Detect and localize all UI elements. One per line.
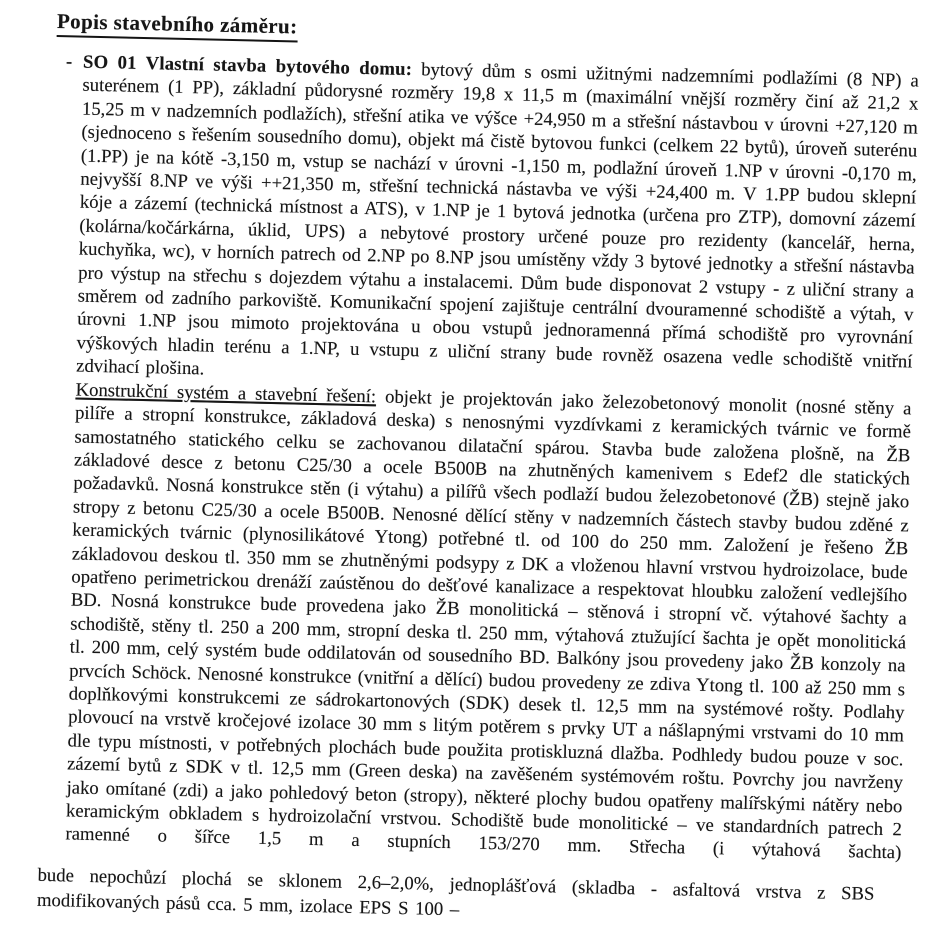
bullet-marker: -: [65, 51, 73, 73]
closing-paragraph: bude nepochůzí plochá se sklonem 2,6–2,0%, jednoplášťová (skladba - asfaltová vrstva z SBS modifikovaných pásů cca. 5 mm, izolace EPS S 100 –: [36, 864, 875, 921]
page-title: Popis stavebního záměru:: [57, 8, 298, 42]
so01-paragraph: [76, 51, 919, 398]
construction-body-text: objekt je projektován jako železobetonový monolit (nosné stěny a pilíře a stropní konstrukce, základová deska) s nenosnými vyzdívkami z keramických tvárnic ve formě samostatného statického celku se zachovanou dilatační spárou. Stavba bude založena plošně, na ŽB základové desce z betonu C25/30 a ocele B500B na zhutněných kamenivem s Edef2 dle statických požadavků. Nosná konstrukce stěn (i výtahu) a pilířů všech podlaží budou železobetonové (ŽB) stejně jako stropy z betonu C25/30 a ocele B500B. Nenosné dělící stěny v nadzemních částech stavby budou zděné z keramických tvárnic (plynosilikátové Ytong) potřebné tl. od 100 do 250 mm. Založení je řešeno ŽB základovou deskou tl. 350 mm se zhutněnými podsypy z DK a vloženou hlavní vrstvou hydroizolace, bude opatřeno perimetrickou drenáží zaústěnou do dešťové kanalizace a respektovat hloubku založení vedlejšího BD. Nosná konstrukce bude provedena jako ŽB monolitická – stěnová i stropní vč. výtahové šachty a schodiště, stěny tl. 250 a 200 mm, stropní deska tl. 250 mm, výtahová ztužující šachta je opět monolitická tl. 200 mm, celý systém bude oddilatován od sousedního BD. Balkóny jsou provedeny jako ŽB konzoly na prvcích Schöck. Nenosné konstrukce (vnitřní a dělící) budou provedeny ze zdiva Ytong tl. 100 až 250 mm s doplňkovými konstrukcemi ze sádrokartonových (SDK) desek tl. 12,5 mm na systémové rošty. Podlahy plovoucí na vrstvě kročejové izolace 30 mm s litým potěrem s prvky UT a nášlapnými vrstvami do 10 mm dle typu místnosti, v potřebných plochách bude použita protiskluzná dlažba. Podhledy budou pouze v soc. zázemí bytů z SDK v tl. 12,5 mm (Green deska) na zavěšeném systémovém roštu. Povrchy jou navrženy jako omítané (zdi) a jako pohledový beton (stropy), některé plochy budou opatřeny malířskými nátěry nebo keramickým obkladem s hydroizolační vrstvou. Schodiště bude monolitické – ve standardních patrech 2 ramenné o šířce 1,5 m a stupních 153/270 mm. Střecha (i výtahová šachta): [65, 386, 912, 864]
so01-body-text: bytový dům s osmi užitnými nadzemními podlažími (8 NP) a suterénem (1 PP), základní půdorysné rozměry 19,8 x 11,5 m (maximální vnější rozměry činí až 21,2 x 15,25 m v nadzemních podlažích), střešní atika ve výšce +24,950 m a střešní nástavbou v úrovni +27,120 m (sjednoceno s řešením sousedního domu), objekt má čistě bytovou funkci (celkem 22 bytů), úroveň suterénu (1.PP) je na kótě -3,150 m, vstup se nachází v úrovni -1,150 m, podlažní úroveň 1.NP v úrovni -0,170 m, nejvyšší 8.NP ve výši ++21,350 m, střešní technická nástavba ve výši +24,400 m. V 1.PP budou sklepní kóje a zázemí (technická místnost a ATS), v 1.NP je 1 bytová jednotka (určena pro ZTP), domovní zázemí (kolárna/kočárkárna, úklid, UPS) a nebytové prostory určené pouze pro rezidenty (kancelář, herna, kuchyňka, wc), v horních patrech od 2.NP po 8.NP jsou umístěny vždy 3 bytové jednotky a střešní nástavba pro výstup na střechu s dojezdem výtahu a instalacemi. Dům bude disponovat 2 vstupy - z uliční strany a směrem od zadního parkoviště. Komunikační spojení zajištuje centrální dvouramenné schodiště a výtah, v úrovni 1.NP jsou mimoto projektována u obou vstupů jednoramenná přímá schodiště pro vyrovnání výškových hladin terénu a 1.NP, u vstupu z uliční strany bude rovněž osazena vedle schodiště vnitřní zdvihací plošina.: [75, 59, 920, 380]
list-item-so01: [65, 51, 919, 866]
construction-heading: Konstrukční systém a stavební řešení:: [75, 379, 377, 408]
so01-heading: SO 01 Vlastní stavba bytového domu:: [82, 51, 413, 81]
construction-paragraph: [65, 378, 911, 865]
